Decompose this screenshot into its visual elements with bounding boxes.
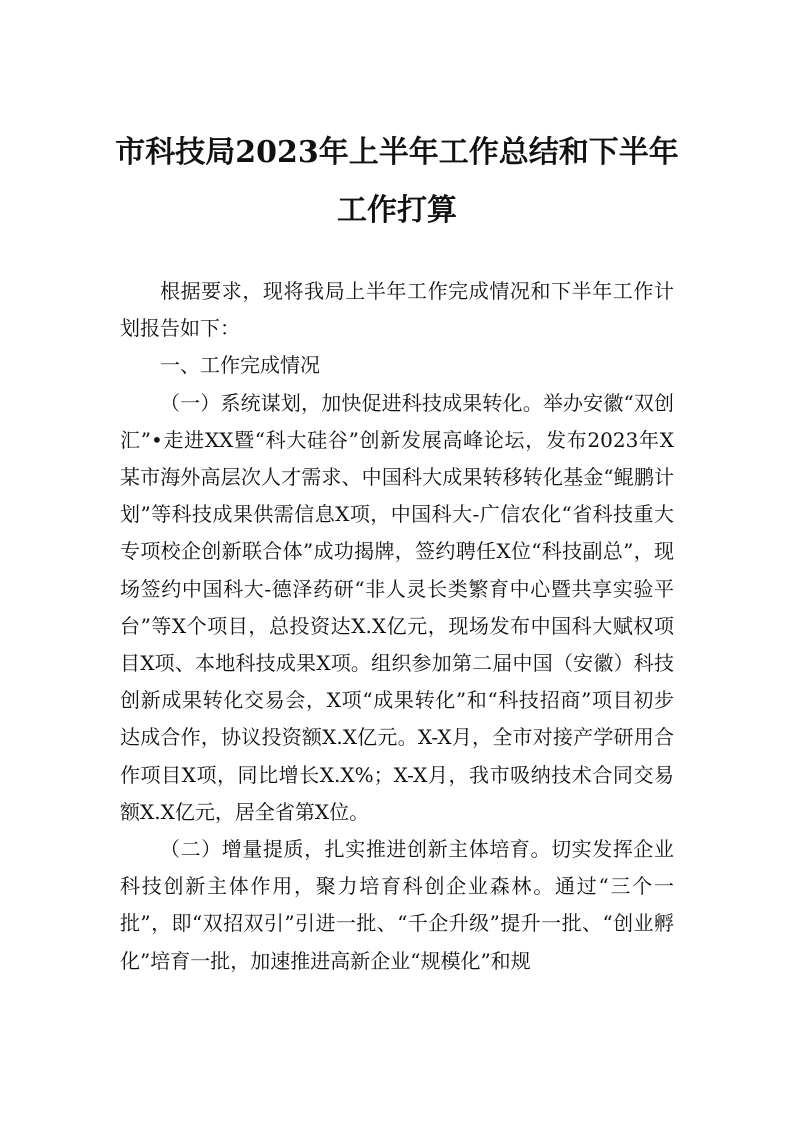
document-body: [120, 273, 674, 980]
section-heading: 一、工作完成情况: [160, 353, 320, 378]
document-title-line-2: 工作打算: [337, 193, 457, 228]
intro-paragraph: 根据要求，现将我局上半年工作完成情况和下半年工作计划报告如下：: [120, 279, 674, 341]
body-paragraph: （一）系统谋划，加快促进科技成果转化。举办安徽“双创汇”•走进XX暨“科大硅谷”创新发展高峰论坛，发布2023年X某市海外高层次人才需求、中国科大成果转移转化基金“鲲鹏计划”等科技成果供需信息X项，中国科大-广信农化“省科技重大专项校企创新联合体”成功揭牌，签约聘任X位“科技副总”，现场签约中国科大-德泽药研“非人灵长类繁育中心暨共享实验平台”等X个项目，总投资达X.X亿元，现场发布中国科大赋权项目X项、本地科技成果X项。组织参加第二届中国（安徽）科技创新成果转化交易会，X项“成果转化”和“科技招商”项目初步达成合作，协议投资额X.X亿元。X-X月，全市对接产学研用合作项目X项，同比增长X.X%；X-X月，我市吸纳技术合同交易额X.X亿元，居全省第X位。: [120, 390, 674, 824]
body-paragraph: （二）增量提质，扎实推进创新主体培育。切实发挥企业科技创新主体作用，聚力培育科创企业森林。通过“三个一批”，即“双招双引”引进一批、“千企升级”提升一批、“创业孵化”培育一批，加速推进高新企业“规模化”和规: [120, 837, 674, 973]
document-title-line-1: 市科技局2023年上半年工作总结和下半年: [115, 135, 679, 170]
